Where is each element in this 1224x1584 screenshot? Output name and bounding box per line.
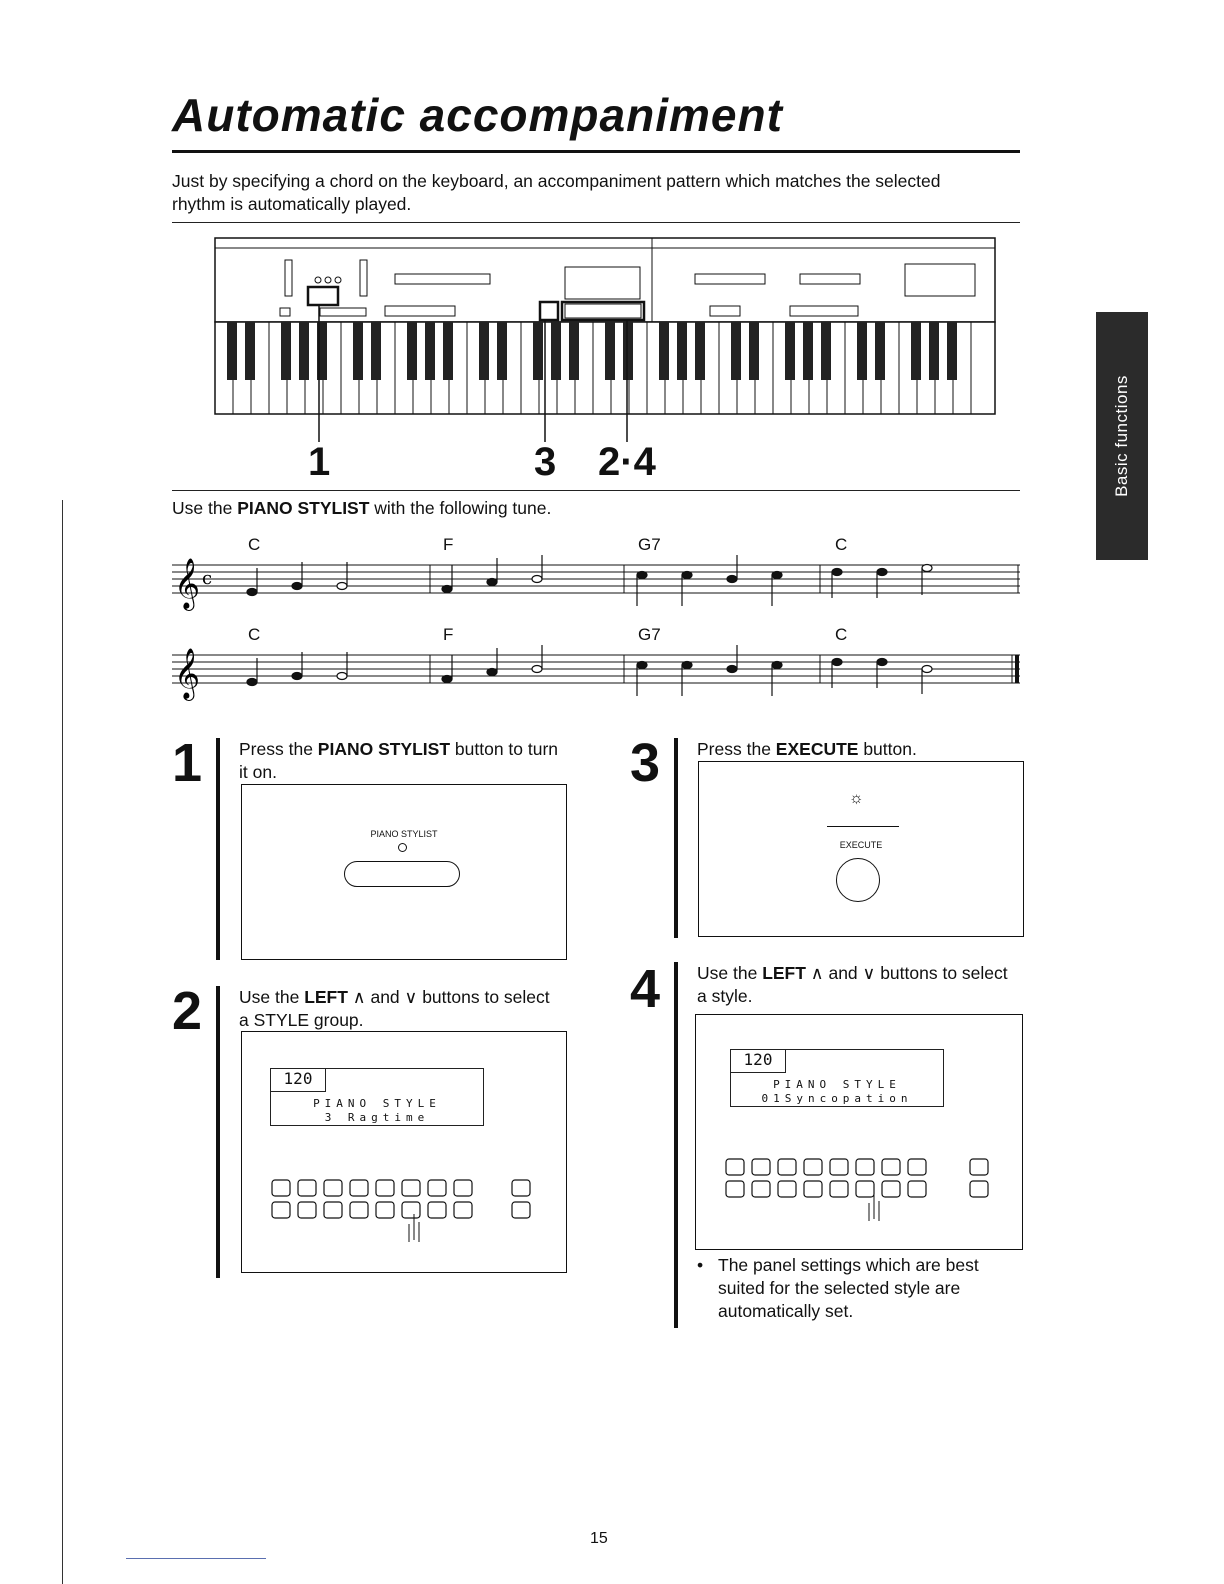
page-title: Automatic accompaniment	[172, 89, 783, 141]
piano-stylist-button[interactable]	[344, 861, 460, 887]
chord-label: F	[443, 625, 454, 644]
left-buttons-2[interactable]	[254, 1162, 554, 1252]
step-number: 2	[172, 981, 203, 1041]
lcd-line-1: PIANO STYLE	[313, 1097, 441, 1110]
step-4-note	[697, 1254, 1017, 1323]
lcd-line-2: 01Syncopation	[761, 1092, 913, 1105]
music-staff-1	[172, 550, 1022, 620]
execute-label: EXECUTE	[839, 840, 883, 850]
section-tab[interactable]	[1096, 312, 1148, 560]
lcd-display	[730, 1049, 944, 1107]
callout-3: 3	[534, 440, 557, 484]
lcd-display	[270, 1068, 484, 1126]
step-4-panel	[695, 1014, 1023, 1250]
intro-rule	[172, 222, 1020, 223]
step-bar	[216, 738, 220, 960]
chord-label: C	[248, 535, 261, 554]
lcd-line-2: 3 Ragtime	[324, 1111, 430, 1124]
indicator-led	[398, 843, 407, 852]
footer-rule	[126, 1558, 266, 1559]
lcd-line-1: PIANO STYLE	[773, 1078, 901, 1091]
section-tab-label: Basic functions	[1112, 375, 1131, 497]
margin-line	[62, 500, 63, 1584]
label-rule	[827, 826, 899, 827]
bullet-dot: •	[697, 1255, 704, 1275]
keyboard-illustration	[190, 232, 1010, 442]
chord-label: C	[248, 625, 261, 644]
step-3-panel	[698, 761, 1024, 937]
chord-label: G7	[638, 625, 661, 644]
step-bar	[216, 986, 220, 1278]
chord-label: C	[835, 625, 848, 644]
note-text: The panel settings which are best suited for the selected style are automatically set.	[718, 1255, 979, 1321]
step-number: 3	[630, 733, 661, 793]
chord-label: G7	[638, 535, 661, 554]
svg-text:𝄞: 𝄞	[174, 648, 201, 699]
step-2-text: Use the LEFT ∧ and ∨ buttons to select a STYLE group.	[239, 987, 550, 1030]
keyboard-rule	[172, 490, 1020, 491]
piano-stylist-label: PIANO STYLIST	[370, 829, 438, 839]
step-3-text: Press the EXECUTE button.	[697, 739, 917, 759]
execute-button[interactable]	[836, 858, 880, 902]
left-buttons-4[interactable]	[708, 1141, 1008, 1231]
tune-intro: Use the PIANO STYLIST with the following tune.	[172, 498, 552, 518]
callout-2-4: 2·4	[598, 440, 656, 484]
step-1-text: Press the PIANO STYLIST button to turn it on.	[239, 739, 559, 782]
step-number: 1	[172, 733, 203, 793]
title-rule	[172, 150, 1020, 153]
step-number: 4	[630, 959, 661, 1019]
page-number: 15	[590, 1530, 608, 1547]
lcd-tempo: 120	[731, 1050, 786, 1073]
step-2-panel	[241, 1031, 567, 1273]
svg-text:c: c	[202, 568, 213, 589]
intro-text: Just by specifying a chord on the keyboard, an accompaniment pattern which matches the selected rhythm is automatically played.	[172, 171, 941, 214]
chord-label: C	[835, 535, 848, 554]
step-4-text: Use the LEFT ∧ and ∨ buttons to select a style.	[697, 963, 1008, 1006]
step-1-panel	[241, 784, 567, 960]
lcd-tempo: 120	[271, 1069, 326, 1092]
music-staff-2	[172, 640, 1022, 710]
svg-text:𝄞: 𝄞	[174, 558, 201, 609]
callout-1: 1	[308, 440, 331, 484]
sun-icon: ☼	[849, 790, 864, 807]
step-bar	[674, 738, 678, 938]
chord-label: F	[443, 535, 454, 554]
step-bar	[674, 962, 678, 1328]
